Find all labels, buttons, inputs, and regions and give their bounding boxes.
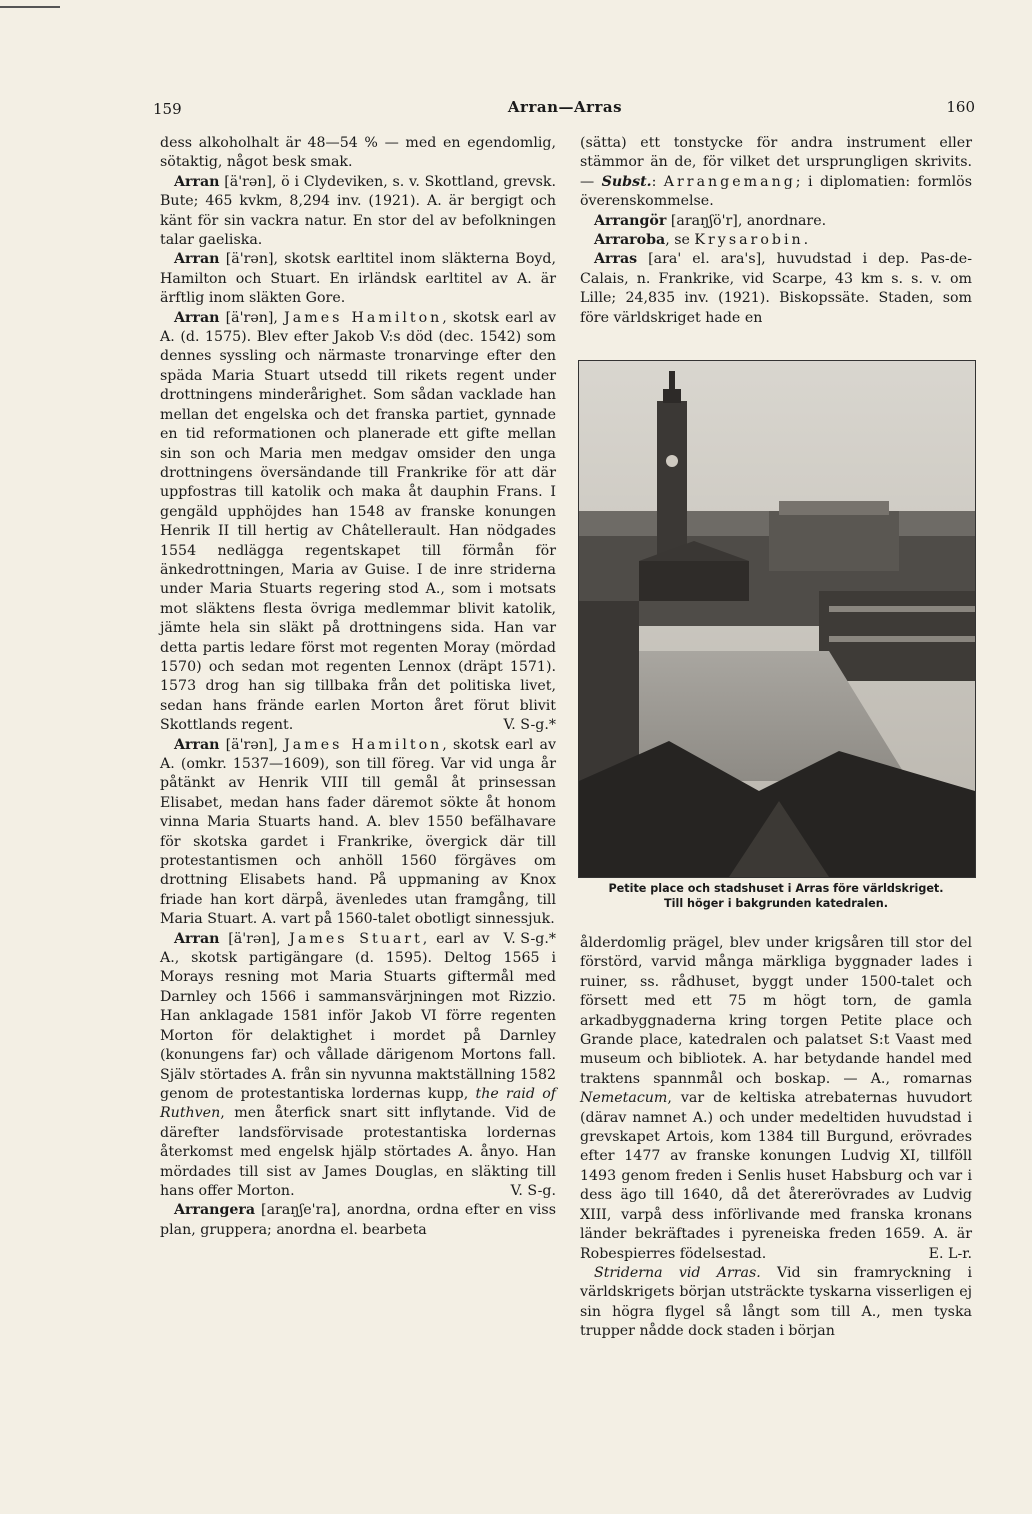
pronunciation: [ä'rən], [219, 309, 285, 326]
entry-arran-james-hamilton-1 [160, 309, 556, 736]
entry-text: ; i diplomatien: formlös överenskommelse. [580, 173, 972, 210]
page-header [150, 98, 980, 122]
headword: Arraroba [594, 232, 666, 249]
entry-arraroba [580, 231, 972, 250]
entry-arran-title [160, 250, 556, 308]
person-name: James Hamilton [284, 736, 443, 753]
entry-arras-continuation [580, 934, 972, 1264]
author-signature: V. S-g.* [503, 717, 556, 734]
right-column-bottom [580, 934, 972, 1342]
punctuation: . [803, 232, 809, 249]
subst-label: Subst. [601, 173, 652, 190]
entry-arrangera-continuation [580, 134, 972, 212]
entry-arras [580, 250, 972, 328]
entry-continuation: dess alkoholhalt är 48—54 % — med en egendomlig, sötaktig, något besk smak. [160, 135, 556, 171]
entry-text: , skotsk earl av A. (d. 1575). Blev efter Jakob V:s död (dec. 1542) som dennes syssling och närmaste tronarvinge efter den späda Maria Stuart utsedd till rikets regent under drottningens minderårighet. Som sådan vacklade han mellan det engelska och det franska partiet, gynnade en tid reformationen och planerade ett gifte mellan sin son och Maria men medgav omsider den unga drottningens översändande till Frankrike för att där uppfostras till katolik och maka åt dauphin Frans. I gengäld upphöjdes han 1548 av franske konungen Henrik II till hertig av Châtellerault. Han nödgades 1554 nedlägga regentskapet till förmån för änkedrottningen, Maria av Guise. I de inre striderna under Maria Stuarts regering stod A., som i motsats mot släktens flesta övriga medlemmar blivit katolik, jämte hela sin släkt på drottningens sida. Han var detta partis ledare först mot regenten Moray (mördad 1570) och sedan mot regenten Lennox (dräpt 1571). 1573 drog han sig tillbaka från det politiska livet, sedan hans frände earlen Morton året förut blivit Skottlands regent. [160, 309, 556, 734]
entry-arrangor [580, 212, 972, 231]
person-name: James Hamilton [284, 309, 443, 326]
entry-text: Vid sin framryckning i världskrigets början utsträckte tyskarna visserligen ej sin högra flygel så långt som till A., men tyska trupper nådde dock staden i början [580, 1264, 972, 1340]
person-name: James Stuart [289, 930, 423, 947]
entry-text: [araŋʃe'ra], anordna, ordna efter en viss plan, gruppera; anordna el. bearbeta [160, 1202, 556, 1238]
arras-photo [578, 360, 976, 878]
entry-arrangera [160, 1201, 556, 1240]
punctuation: : [651, 173, 664, 190]
entry-text: , var de keltiska atrebaternas huvudort (därav namnet A.) och under medeltiden huvudstad i grevskapet Artois, kom 1384 till Burgund, erövrades efter 1477 av franske konungen Ludvig XI, tillföll 1493 genom freden i Senlis huset Habsburg och var i dess ägo till 1640, då det återerövrades av Ludvig XIII, varpå dess införlivande med franska kronans länder bekräftades i pyreneiska freden 1659. A. är Robespierres födelsestad. [580, 1090, 972, 1262]
headword: Arrangör [594, 212, 667, 229]
page-number-left: 159 [153, 100, 182, 118]
entry-text: [ä'rən], skotsk earltitel inom släkterna Boyd, Hamilton och Stuart. En irländsk earltitel av A. är ärftlig inom släkten Gore. [160, 251, 556, 307]
entry-text: , skotsk earl av A. (omkr. 1537—1609), son till föreg. Var vid unga år påtänkt av Henrik VIII till gemål åt prinsessan Elisabet, medan hans fader däremot sökte åt honom vinna Maria Stuarts hand. A. blev 1550 befälhavare för skotska gardet i Frankrike, övergick där till protestantismen och anhöll 1560 förgäves om drottning Elisabets hand. På uppmaning av Knox friade han kort därpå, ävenledes utan framgång, till Maria Stuart. A. vart på 1560-talet obotligt sinnessjuk. [160, 736, 556, 928]
entry-text: [araŋʃö'r], anordnare. [666, 212, 827, 229]
subheading: Striderna vid Arras. [594, 1264, 761, 1281]
headword: Arran [174, 173, 220, 190]
cross-reference: Krysarobin [694, 232, 804, 249]
entry-text: , earl av A., skotsk partigängare (d. 1595). Deltog 1565 i Morays resning mot Maria Stuarts giftermål med Darnley och 1566 i sammansvärjningen mot Rizzio. Han anklagade 1581 inför Jakob VI förre regenten Morton för delaktighet i mordet på Darnley (konungens far) och vållade därigenom Mortons fall. Själv störtades A. från sin nyvunna maktställning 1582 genom de protestantiska lordernas kupp, [160, 930, 556, 1102]
entry-text: [ara' el. ara's], huvudstad i dep. Pas-de-Calais, n. Frankrike, vid Scarpe, 43 km s. s. v. om Lille; 24,835 inv. (1921). Biskopssäte. Staden, som före världskriget hade en [580, 251, 972, 326]
arras-photo-illustration [579, 361, 975, 877]
pronunciation: [ä'rən], [219, 736, 285, 753]
page-number-right: 160 [946, 98, 975, 116]
headword: Arras [594, 251, 638, 268]
caption-line-1: Petite place och stadshuset i Arras före världskriget. [608, 882, 944, 895]
pronunciation: [ä'rən], [219, 930, 290, 947]
headword: Arrangera [174, 1202, 256, 1219]
italic-term: Nemetacum [580, 1090, 668, 1107]
entry-arran-james-stuart [160, 930, 556, 1202]
author-signature: V. S-g. [510, 1182, 556, 1199]
right-column-top [580, 134, 972, 328]
entry-striderna-vid-arras [580, 1264, 972, 1342]
entry-text: , se [665, 232, 695, 249]
entry-text: [ä'rən], ö i Clydeviken, s. v. Skottland, grevsk. Bute; 465 kvkm, 8,294 inv. (1921). A. är bergigt och känt för sin vackra natur. En stor del av befolkningen talar gaeliska. [160, 173, 556, 249]
headword: Arran [174, 930, 220, 947]
left-column [160, 134, 556, 1240]
derived-term: Arrangemang [663, 173, 796, 190]
headword: Arran [174, 309, 220, 326]
author-signature: V. S-g.* [503, 930, 556, 947]
running-title: Arran—Arras [507, 98, 623, 116]
headword: Arran [174, 251, 220, 268]
italic-term: the raid of Ruthven [160, 1085, 556, 1122]
scan-edge-line [0, 6, 60, 8]
photo-caption [578, 881, 974, 911]
entry-text: (sätta) ett tonstycke för andra instrument eller stämmor än de, för vilket det ursprungligen skrivits. — [580, 135, 972, 190]
entry-arran-island [160, 173, 556, 251]
entry-text: ålderdomlig prägel, blev under krigsåren till stor del förstörd, varvid många märkliga byggnader lades i ruiner, ss. rådhuset, byggt under 1500-talet och försett med ett 75 m högt torn, de gamla arkadbyggnaderna kring torgen Petite place och Grande place, katedralen och palatset S:t Vaast med museum och bibliotek. A. har betydande handel med traktens spannmål och boskap. — A., romarnas [580, 935, 972, 1087]
author-signature: E. L-r. [928, 1245, 972, 1262]
entry-text: , men återfick snart sitt inflytande. Vid de därefter landsförvisade protestantiska lordernas återkomst med engelsk hjälp störtades A. ånyo. Han mördades till sist av James Douglas, en släkting till hans offer Morton. [160, 1105, 556, 1199]
caption-line-2: Till höger i bakgrunden katedralen. [664, 897, 888, 910]
headword: Arran [174, 736, 220, 753]
